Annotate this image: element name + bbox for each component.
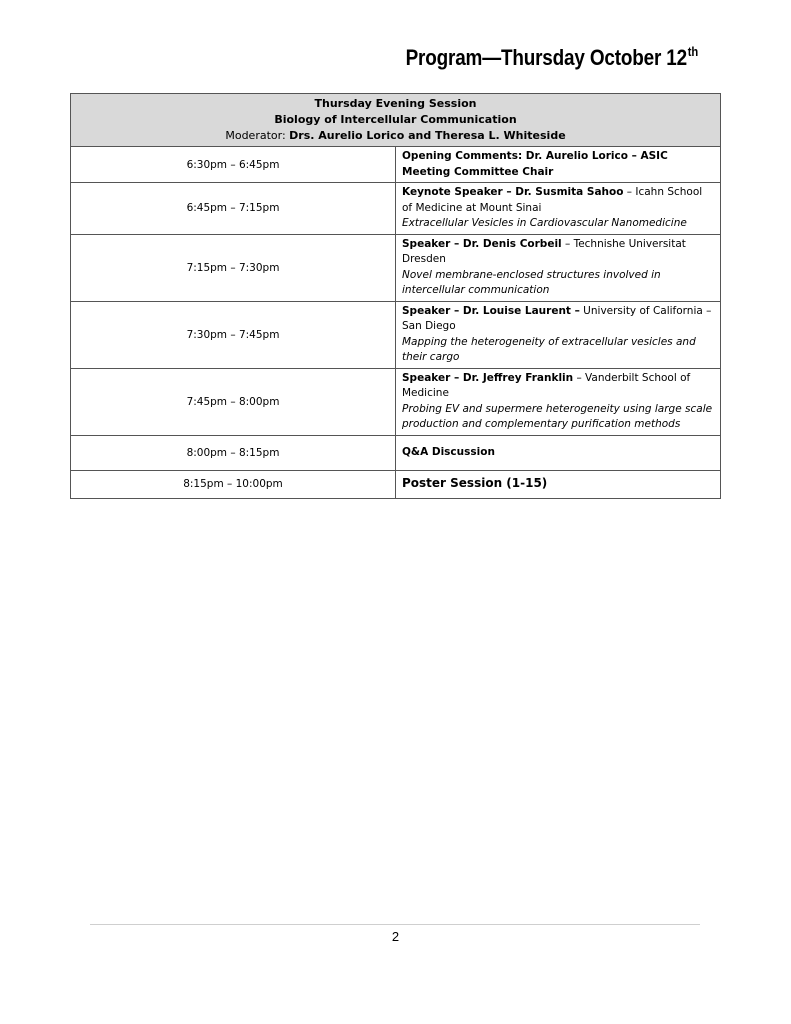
speaker-name: Speaker – Dr. Denis Corbeil bbox=[402, 237, 562, 250]
speaker-name: Speaker – Dr. Jeffrey Franklin bbox=[402, 371, 574, 384]
speaker-affiliation: University of California – San Diego bbox=[402, 304, 712, 332]
time-cell: 6:30pm – 6:45pm bbox=[71, 147, 396, 183]
session-topic: Biology of Intercellular Communication bbox=[274, 113, 517, 126]
moderator-names: Drs. Aurelio Lorico and Theresa L. Whiteside bbox=[289, 129, 566, 142]
description-cell bbox=[396, 368, 721, 435]
page-title-superscript: th bbox=[687, 44, 698, 59]
time-cell: 6:45pm – 7:15pm bbox=[71, 183, 396, 235]
speaker-name: Keynote Speaker – Dr. Susmita Sahoo bbox=[402, 186, 624, 198]
description-cell bbox=[396, 147, 721, 183]
speaker-affiliation: – Technishe Universitat Dresden bbox=[402, 237, 686, 265]
table-row bbox=[71, 234, 721, 301]
page-title bbox=[406, 44, 698, 71]
speaker-affiliation: – Icahn School of Medicine at Mount Sinai bbox=[402, 186, 703, 214]
talk-title: Mapping the heterogeneity of extracellular vesicles and their cargo bbox=[402, 335, 696, 363]
talk-title: Extracellular Vesicles in Cardiovascular Nanomedicine bbox=[402, 217, 687, 229]
row-heading: Opening Comments: Dr. Aurelio Lorico – ASIC Meeting Committee Chair bbox=[402, 150, 668, 178]
table-row bbox=[71, 368, 721, 435]
time-cell: 8:00pm – 8:15pm bbox=[71, 435, 396, 470]
program-table bbox=[70, 93, 721, 499]
page-number: 2 bbox=[391, 929, 400, 944]
time-cell: 7:45pm – 8:00pm bbox=[71, 368, 396, 435]
row-heading: Q&A Discussion bbox=[402, 445, 495, 458]
session-header bbox=[71, 94, 721, 147]
description-cell bbox=[396, 470, 721, 498]
page-title-text: Program—Thursday October 12 bbox=[405, 45, 687, 70]
table-row bbox=[71, 435, 721, 470]
table-row bbox=[71, 183, 721, 235]
time-cell: 7:30pm – 7:45pm bbox=[71, 301, 396, 368]
table-row bbox=[71, 470, 721, 498]
poster-session-heading: Poster Session (1-15) bbox=[402, 475, 548, 490]
description-cell bbox=[396, 183, 721, 235]
description-cell bbox=[396, 435, 721, 470]
time-cell: 7:15pm – 7:30pm bbox=[71, 234, 396, 301]
speaker-name: Speaker – Dr. Louise Laurent – bbox=[402, 304, 580, 317]
description-cell bbox=[396, 234, 721, 301]
session-moderator bbox=[71, 128, 720, 144]
table-row bbox=[71, 301, 721, 368]
talk-title: Probing EV and supermere heterogeneity using large scale production and complementary purification methods bbox=[402, 402, 713, 430]
footer-divider bbox=[90, 924, 700, 925]
session-header-row bbox=[71, 94, 721, 147]
time-cell: 8:15pm – 10:00pm bbox=[71, 470, 396, 498]
description-cell bbox=[396, 301, 721, 368]
table-row bbox=[71, 147, 721, 183]
moderator-label: Moderator: bbox=[225, 129, 290, 142]
session-name: Thursday Evening Session bbox=[314, 97, 477, 110]
speaker-affiliation: – Vanderbilt School of Medicine bbox=[402, 371, 691, 399]
talk-title: Novel membrane-enclosed structures involved in intercellular communication bbox=[402, 268, 661, 296]
